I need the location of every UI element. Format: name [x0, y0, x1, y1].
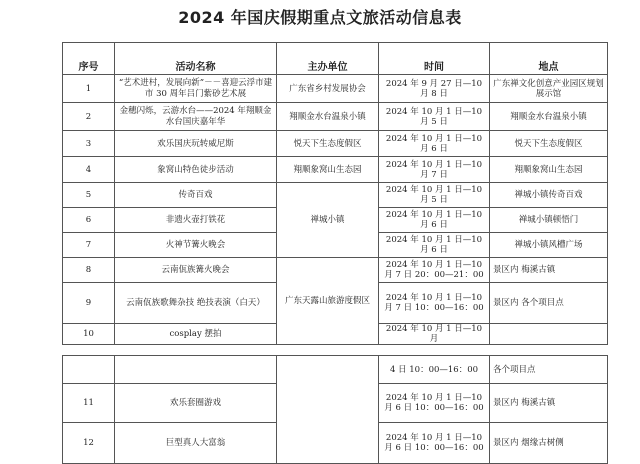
table-row	[63, 356, 608, 384]
table-row	[63, 258, 608, 283]
header-place: 地点	[490, 43, 608, 75]
cell-name: 巨型真人大富翁	[115, 423, 277, 464]
activity-table	[62, 42, 608, 345]
cell-place: 广东禅文化创意产业园区规划展示馆	[490, 75, 608, 103]
cell-place: 景区内 梅溪古镇	[490, 258, 608, 283]
header-organizer: 主办单位	[277, 43, 379, 75]
cell-index: 11	[63, 384, 115, 423]
cell-place: 翔顺金水台温泉小镇	[490, 103, 608, 131]
table-row	[63, 75, 608, 103]
cell-time: 2024 年 10 月 1 日—10 月 7 日	[379, 157, 490, 183]
cell-index: 1	[63, 75, 115, 103]
cell-index: 5	[63, 183, 115, 208]
page-title: 2024 年国庆假期重点文旅活动信息表	[178, 8, 462, 27]
cell-index: 12	[63, 423, 115, 464]
table-row	[63, 157, 608, 183]
cell-index: 8	[63, 258, 115, 283]
cell-place: 景区内 梅溪古镇	[490, 384, 608, 423]
cell-name: 火神节篝火晚会	[115, 233, 277, 258]
cell-index: 3	[63, 131, 115, 157]
cell-index: 2	[63, 103, 115, 131]
cell-time: 2024 年 10 月 1 日—10 月 6 日	[379, 131, 490, 157]
cell-time: 2024 年 10 月 1 日—10 月 6 日 10：00—16：00	[379, 423, 490, 464]
cell-name: 云南佤族歌舞杂技 绝技表演（白天）	[115, 283, 277, 324]
cell-time: 2024 年 10 月 1 日—10 月 6 日 10：00—16：00	[379, 384, 490, 423]
cell-name: “艺术进村，发展向新”－－喜迎云浮市建市 30 周年吕门紫砂艺术展	[115, 75, 277, 103]
header-index: 序号	[63, 43, 115, 75]
cell-index	[63, 356, 115, 384]
table-header-row	[63, 43, 608, 75]
cell-name: cosplay 摆拍	[115, 324, 277, 345]
table-row	[63, 103, 608, 131]
table-row	[63, 131, 608, 157]
cell-time: 2024 年 10 月 1 日—10 月	[379, 324, 490, 345]
cell-time: 2024 年 9 月 27 日—10 月 8 日	[379, 75, 490, 103]
cell-index: 6	[63, 208, 115, 233]
cell-time: 2024 年 10 月 1 日—10 月 5 日	[379, 103, 490, 131]
cell-name: 象窝山特色徒步活动	[115, 157, 277, 183]
cell-organizer: 广东省乡村发展协会	[277, 75, 379, 103]
cell-organizer	[277, 356, 379, 464]
cell-time: 2024 年 10 月 1 日—10 月 5 日	[379, 183, 490, 208]
cell-name: 金穗闪烁，云游水台——2024 年翔顺金水台国庆嘉年华	[115, 103, 277, 131]
cell-organizer: 翔顺象窝山生态园	[277, 157, 379, 183]
cell-name: 传奇百戏	[115, 183, 277, 208]
cell-time: 2024 年 10 月 1 日—10 月 6 日	[379, 233, 490, 258]
cell-organizer: 广东天露山旅游度假区	[277, 258, 379, 345]
cell-place: 景区内 烟缘古树侧	[490, 423, 608, 464]
cell-index: 4	[63, 157, 115, 183]
cell-place: 各个项目点	[490, 356, 608, 384]
cell-time: 2024 年 10 月 1 日—10 月 6 日	[379, 208, 490, 233]
cell-place	[490, 324, 608, 345]
cell-place: 景区内 各个项目点	[490, 283, 608, 324]
cell-place: 禅城小镇风槽广场	[490, 233, 608, 258]
cell-index: 10	[63, 324, 115, 345]
cell-place: 悦天下生态度假区	[490, 131, 608, 157]
cell-organizer: 悦天下生态度假区	[277, 131, 379, 157]
cell-name: 欢乐套圈游戏	[115, 384, 277, 423]
cell-time: 2024 年 10 月 1 日—10 月 7 日 20：00—21：00	[379, 258, 490, 283]
activity-table-continued	[62, 355, 608, 464]
cell-name: 云南佤族篝火晚会	[115, 258, 277, 283]
table-row	[63, 183, 608, 208]
header-time: 时间	[379, 43, 490, 75]
cell-name	[115, 356, 277, 384]
cell-time: 4 日 10：00—16：00	[379, 356, 490, 384]
cell-name: 非遗火壶打铁花	[115, 208, 277, 233]
cell-organizer: 翔顺金水台温泉小镇	[277, 103, 379, 131]
cell-name: 欢乐国庆玩转威尼斯	[115, 131, 277, 157]
cell-place: 翔顺象窝山生态园	[490, 157, 608, 183]
cell-organizer: 禅城小镇	[277, 183, 379, 258]
header-name: 活动名称	[115, 43, 277, 75]
cell-index: 7	[63, 233, 115, 258]
cell-place: 禅城小镇传奇百戏	[490, 183, 608, 208]
cell-place: 禅城小镇顿悟门	[490, 208, 608, 233]
cell-index: 9	[63, 283, 115, 324]
cell-time: 2024 年 10 月 1 日—10 月 7 日 10：00—16：00	[379, 283, 490, 324]
